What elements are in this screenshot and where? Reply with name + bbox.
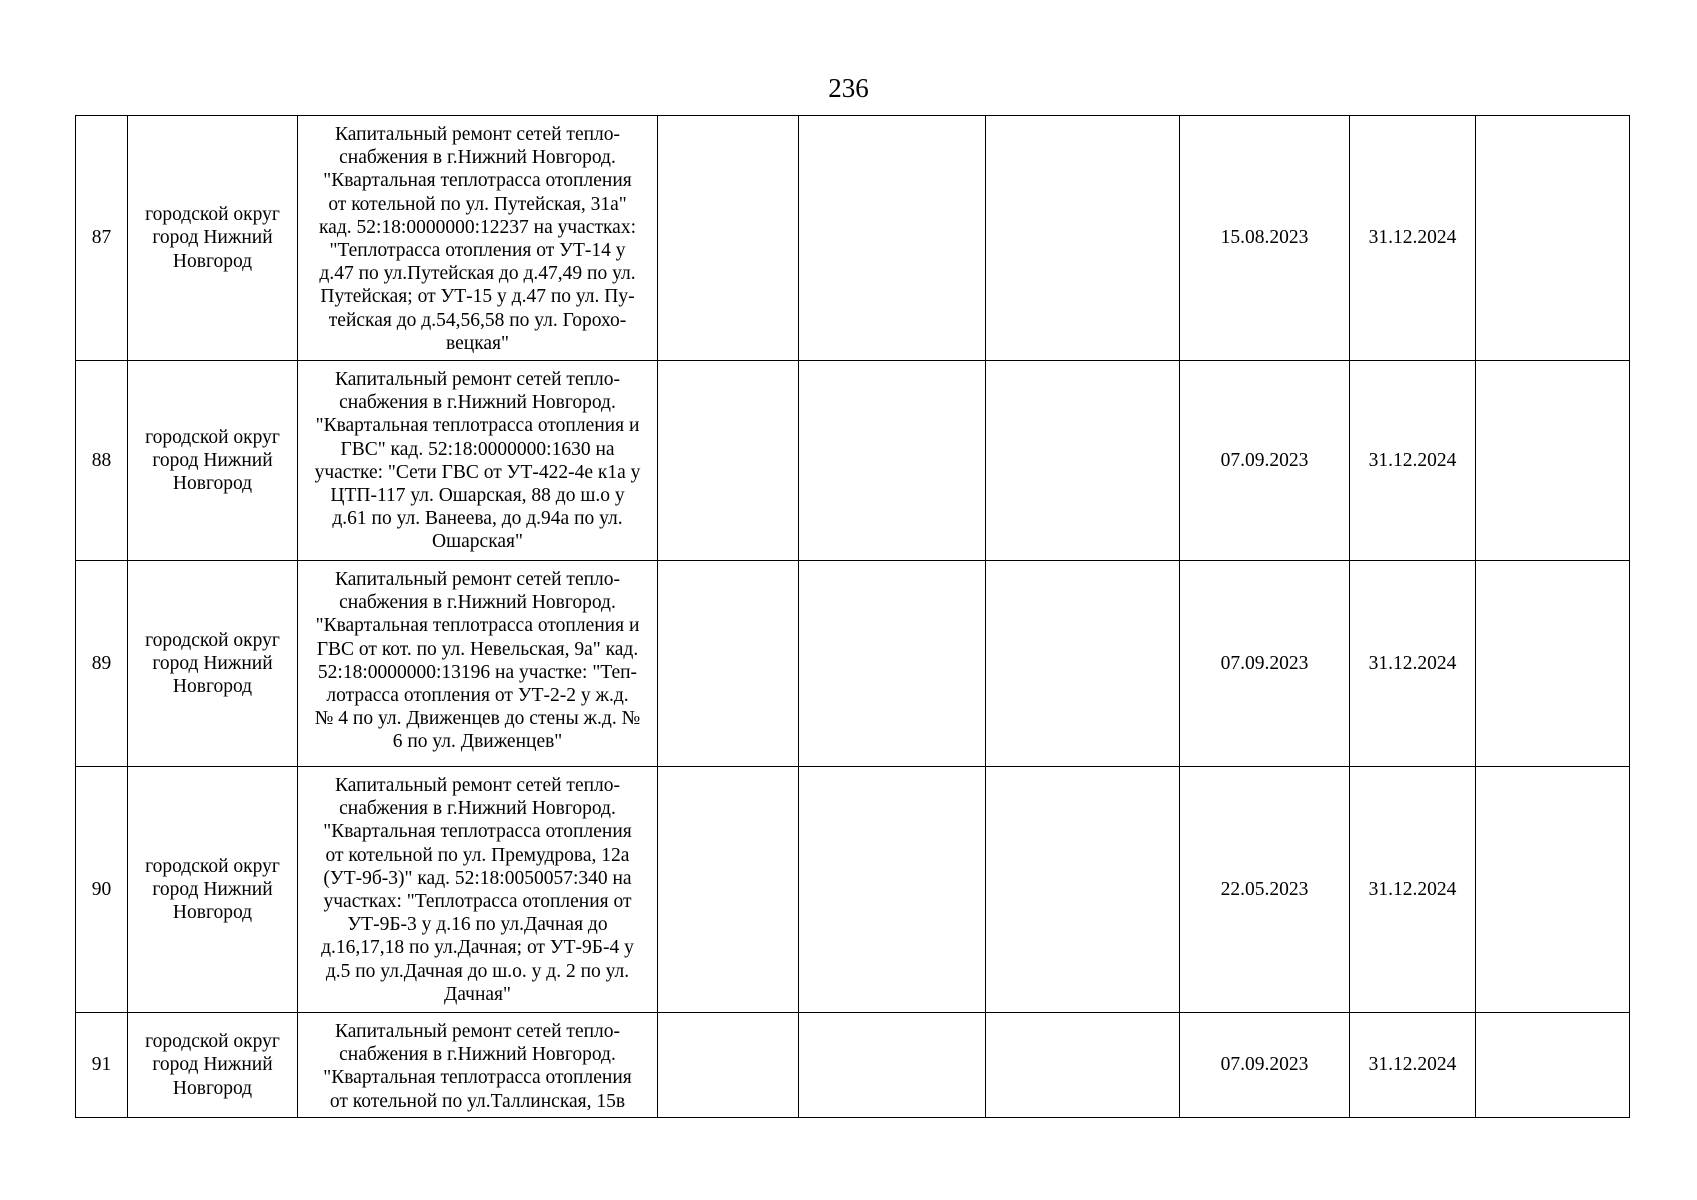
municipality-cell <box>128 561 298 767</box>
municipality-line: город Нижний <box>152 227 273 249</box>
start-date-cell: 22.05.2023 <box>1180 767 1350 1013</box>
municipality-line: городской округ <box>145 1031 280 1053</box>
description-line: Капитальный ремонт сетей тепло- <box>334 775 621 796</box>
description-line: д.5 по ул.Дачная до ш.о. у д. 2 по ул. <box>325 960 630 982</box>
page-number: 236 <box>828 73 869 103</box>
table-row <box>76 116 1630 361</box>
empty-cell-col6 <box>986 767 1180 1013</box>
description-line: "Квартальная теплотрасса отопления и <box>315 415 640 437</box>
empty-cell-col5 <box>799 1013 986 1118</box>
municipality-line: городской округ <box>145 629 280 651</box>
description-line: от котельной по ул. Премудрова, 12а <box>325 844 630 866</box>
empty-cell-col4 <box>658 116 799 361</box>
municipality-line: городской округ <box>145 426 280 448</box>
description-line: д.16,17,18 по ул.Дачная; от УТ-9Б-4 у <box>321 937 634 959</box>
empty-cell-col5 <box>799 361 986 561</box>
description-line: тейская до д.54,56,58 по ул. Горохо- <box>328 309 627 331</box>
start-date-cell: 07.09.2023 <box>1180 561 1350 767</box>
description-line: снабжения в г.Нижний Новгород. <box>339 798 616 820</box>
description-line: "Квартальная теплотрасса отопления <box>323 821 632 843</box>
description-line: Капитальный ремонт сетей тепло- <box>334 124 621 145</box>
municipality-line: Новгород <box>172 676 253 698</box>
municipality-line: городской округ <box>145 204 280 226</box>
row-number-cell: 88 <box>76 361 128 561</box>
description-line: 6 по ул. Движенцев" <box>392 731 563 753</box>
description-line: вецкая" <box>446 332 509 354</box>
empty-cell-col4 <box>658 561 799 767</box>
table-body <box>76 116 1630 1118</box>
municipality-cell <box>128 361 298 561</box>
row-number-cell: 87 <box>76 116 128 361</box>
description-line: ЦТП-117 ул. Ошарская, 88 до ш.о у <box>330 485 625 507</box>
description-line: "Квартальная теплотрасса отопления и <box>315 615 640 637</box>
description-line: Капитальный ремонт сетей тепло- <box>334 569 621 590</box>
table-row <box>76 361 1630 561</box>
description-line: "Квартальная теплотрасса отопления <box>323 1067 632 1089</box>
municipality-line: Новгород <box>172 250 253 272</box>
works-table <box>75 115 1630 1118</box>
row-number-cell: 91 <box>76 1013 128 1118</box>
end-date-cell: 31.12.2024 <box>1350 116 1476 361</box>
description-cell <box>298 767 658 1013</box>
description-line: д.47 по ул.Путейская до д.47,49 по ул. <box>319 263 636 285</box>
description-cell <box>298 116 658 361</box>
description-line: участке: "Сети ГВС от УТ-422-4е к1а у <box>314 461 641 483</box>
municipality-line: городской округ <box>145 855 280 877</box>
empty-cell-col6 <box>986 361 1180 561</box>
empty-cell-col9 <box>1476 361 1630 561</box>
municipality-line: Новгород <box>172 902 253 924</box>
description-line: ГВС" кад. 52:18:0000000:1630 на <box>340 438 615 460</box>
end-date-cell: 31.12.2024 <box>1350 561 1476 767</box>
description-line: снабжения в г.Нижний Новгород. <box>339 1044 616 1066</box>
empty-cell-col4 <box>658 767 799 1013</box>
description-line: кад. 52:18:0000000:12237 на участках: <box>319 216 636 238</box>
description-line: от котельной по ул.Таллинская, 15в <box>329 1090 626 1112</box>
description-line: от котельной по ул. Путейская, 31а" <box>328 193 627 215</box>
table-row <box>76 561 1630 767</box>
description-line: (УТ-9б-3)" кад. 52:18:0050057:340 на <box>323 867 632 889</box>
start-date-cell: 07.09.2023 <box>1180 361 1350 561</box>
description-cell <box>298 1013 658 1118</box>
municipality-line: город Нижний <box>152 1054 273 1076</box>
empty-cell-col9 <box>1476 767 1630 1013</box>
description-cell <box>298 361 658 561</box>
description-line: участках: "Теплотрасса отопления от <box>323 891 632 913</box>
empty-cell-col9 <box>1476 561 1630 767</box>
description-line: "Теплотрасса отопления от УТ-14 у <box>329 240 626 262</box>
empty-cell-col4 <box>658 361 799 561</box>
description-line: 52:18:0000000:13196 на участке: "Теп- <box>317 661 638 683</box>
empty-cell-col6 <box>986 561 1180 767</box>
description-line: снабжения в г.Нижний Новгород. <box>339 147 616 169</box>
municipality-cell <box>128 1013 298 1118</box>
table-row <box>76 767 1630 1013</box>
table-row <box>76 1013 1630 1118</box>
municipality-cell <box>128 767 298 1013</box>
empty-cell-col6 <box>986 116 1180 361</box>
municipality-cell <box>128 116 298 361</box>
description-line: снабжения в г.Нижний Новгород. <box>339 592 616 614</box>
municipality-line: Новгород <box>172 473 253 495</box>
municipality-line: город Нижний <box>152 449 273 471</box>
description-line: Капитальный ремонт сетей тепло- <box>334 1021 621 1042</box>
description-cell <box>298 561 658 767</box>
row-number-cell: 89 <box>76 561 128 767</box>
municipality-line: город Нижний <box>152 878 273 900</box>
description-line: лотрасса отопления от УТ-2-2 у ж.д. <box>326 685 629 707</box>
empty-cell-col6 <box>986 1013 1180 1118</box>
end-date-cell: 31.12.2024 <box>1350 767 1476 1013</box>
empty-cell-col5 <box>799 561 986 767</box>
description-line: "Квартальная теплотрасса отопления <box>323 170 632 192</box>
end-date-cell: 31.12.2024 <box>1350 361 1476 561</box>
description-line: Ошарская" <box>432 531 523 553</box>
row-number-cell: 90 <box>76 767 128 1013</box>
empty-cell-col9 <box>1476 116 1630 361</box>
start-date-cell: 15.08.2023 <box>1180 116 1350 361</box>
description-line: ГВС от кот. по ул. Невельская, 9а" кад. <box>316 638 639 660</box>
description-line: Путейская; от УТ-15 у д.47 по ул. Пу- <box>320 286 635 308</box>
description-line: УТ-9Б-3 у д.16 по ул.Дачная до <box>347 914 608 936</box>
start-date-cell: 07.09.2023 <box>1180 1013 1350 1118</box>
description-line: снабжения в г.Нижний Новгород. <box>339 392 616 414</box>
description-line: Капитальный ремонт сетей тепло- <box>334 369 621 390</box>
municipality-line: Новгород <box>172 1077 253 1099</box>
description-line: д.61 по ул. Ванеева, до д.94а по ул. <box>332 508 623 530</box>
empty-cell-col5 <box>799 116 986 361</box>
empty-cell-col4 <box>658 1013 799 1118</box>
description-line: № 4 по ул. Движенцев до стены ж.д. № <box>314 708 641 730</box>
end-date-cell: 31.12.2024 <box>1350 1013 1476 1118</box>
description-line: Дачная" <box>443 983 511 1005</box>
empty-cell-col5 <box>799 767 986 1013</box>
municipality-line: город Нижний <box>152 652 273 674</box>
empty-cell-col9 <box>1476 1013 1630 1118</box>
